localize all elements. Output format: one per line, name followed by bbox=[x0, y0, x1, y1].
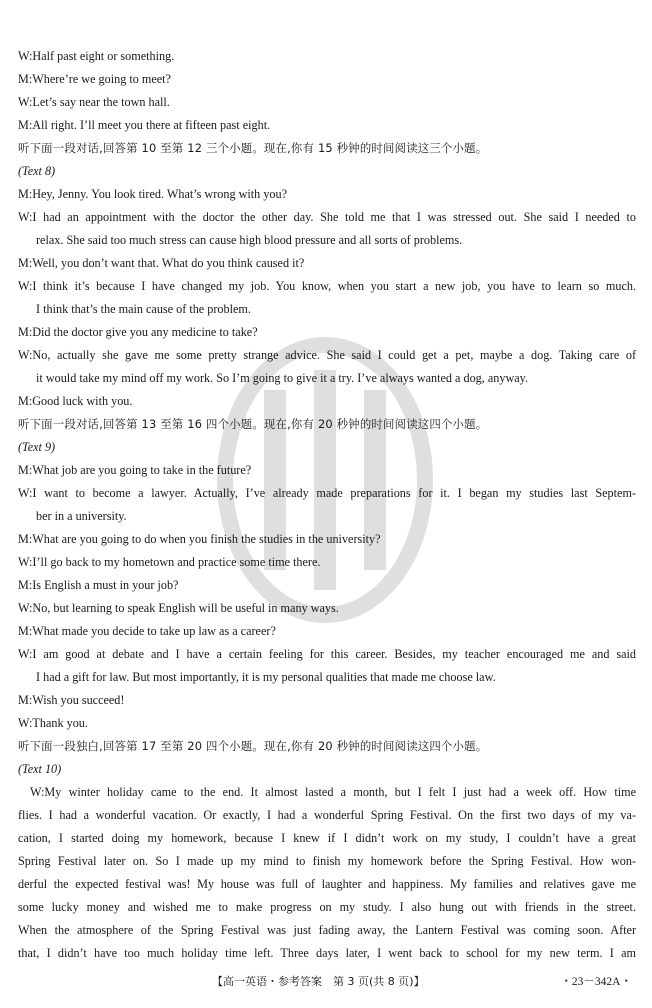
dialogue-line: M:Good luck with you. bbox=[18, 394, 133, 408]
monologue-line: some lucky money and wished me to make progress on my study. I also hung out with friends in the street. bbox=[18, 900, 636, 914]
dialogue-line: W:No, but learning to speak English will be useful in many ways. bbox=[18, 601, 339, 615]
monologue-line: cation, I started doing my homework, because I knew if I didn’t work on my study, I couldn’t have a great bbox=[18, 831, 636, 845]
dialogue-line: M:What made you decide to take up law as a career? bbox=[18, 624, 276, 638]
footer-page-info: 【高一英语・参考答案 第 3 页(共 8 页)】 bbox=[212, 975, 425, 988]
dialogue-line: M:Did the doctor give you any medicine to take? bbox=[18, 325, 258, 339]
dialogue-continuation: I had a gift for law. But most importantly, it is my personal qualities that made me choose law. bbox=[36, 670, 496, 684]
monologue-line: derful the expected festival was! My house was full of laughter and happiness. My families and relatives gave me bbox=[18, 877, 636, 891]
page-footer bbox=[0, 970, 652, 994]
dialogue-line: W:I’ll go back to my hometown and practice some time there. bbox=[18, 555, 321, 569]
monologue-line: When the atmosphere of the Spring Festival was just fading away, the Lantern Festival was coming soon. After bbox=[18, 923, 636, 937]
dialogue-line: W:I had an appointment with the doctor the other day. She told me that I was stressed out. She said I needed to bbox=[18, 210, 636, 224]
monologue-line: Spring Festival later on. So I made up my mind to finish my homework before the Spring Festival. How won- bbox=[18, 854, 636, 868]
dialogue-line: M:Is English a must in your job? bbox=[18, 578, 179, 592]
footer-doc-code: ・23－342A・ bbox=[560, 976, 632, 988]
dialogue-line: W:Half past eight or something. bbox=[18, 49, 175, 63]
dialogue-continuation: I think that’s the main cause of the problem. bbox=[36, 302, 251, 316]
monologue-line: flies. I had a wonderful vacation. Or exactly, I had a wonderful Spring Festival. On the first two days of my va- bbox=[18, 808, 636, 822]
instruction-line: 听下面一段独白,回答第 17 至第 20 四个小题。现在,你有 20 秒钟的时间阅读这四个小题。 bbox=[18, 739, 488, 753]
dialogue-line: W:I am good at debate and I have a certain feeling for this career. Besides, my teacher encouraged me and said bbox=[18, 647, 636, 661]
dialogue-line: M:What are you going to do when you finish the studies in the university? bbox=[18, 532, 381, 546]
dialogue-continuation: it would take my mind off my work. So I’m going to give it a try. I’ve always wanted a dog, anyway. bbox=[36, 371, 529, 385]
dialogue-line: M:Wish you succeed! bbox=[18, 693, 125, 707]
dialogue-line: W:Let’s say near the town hall. bbox=[18, 95, 170, 109]
text-label: (Text 8) bbox=[18, 164, 56, 178]
dialogue-continuation: ber in a university. bbox=[36, 509, 127, 523]
dialogue-line: M:Well, you don’t want that. What do you think caused it? bbox=[18, 256, 305, 270]
dialogue-line: M:Hey, Jenny. You look tired. What’s wrong with you? bbox=[18, 187, 288, 201]
dialogue-line: W:I think it’s because I have changed my job. You know, when you start a new job, you have to learn so much. bbox=[18, 279, 636, 293]
instruction-line: 听下面一段对话,回答第 13 至第 16 四个小题。现在,你有 20 秒钟的时间阅读这四个小题。 bbox=[18, 417, 488, 431]
monologue-line: that, I didn’t have too much holiday time left. Three days later, I went back to school for my new term. I am bbox=[18, 946, 636, 960]
dialogue-line: W:I want to become a lawyer. Actually, I’ve already made preparations for it. I began my studies last Septem- bbox=[18, 486, 636, 500]
dialogue-line: W:Thank you. bbox=[18, 716, 88, 730]
text-label: (Text 10) bbox=[18, 762, 62, 776]
dialogue-line: W:No, actually she gave me some pretty strange advice. She said I could get a pet, maybe a dog. Taking care of bbox=[18, 348, 636, 362]
dialogue-line: M:What job are you going to take in the future? bbox=[18, 463, 252, 477]
instruction-line: 听下面一段对话,回答第 10 至第 12 三个小题。现在,你有 15 秒钟的时间阅读这三个小题。 bbox=[18, 141, 488, 155]
dialogue-line: M:Where’re we going to meet? bbox=[18, 72, 171, 86]
dialogue-line: M:All right. I’ll meet you there at fifteen past eight. bbox=[18, 118, 271, 132]
dialogue-continuation: relax. She said too much stress can cause high blood pressure and all sorts of problems. bbox=[36, 233, 463, 247]
text-label: (Text 9) bbox=[18, 440, 56, 454]
monologue-line: W:My winter holiday came to the end. It almost lasted a month, but I felt I just had a week off. How time bbox=[30, 785, 636, 799]
